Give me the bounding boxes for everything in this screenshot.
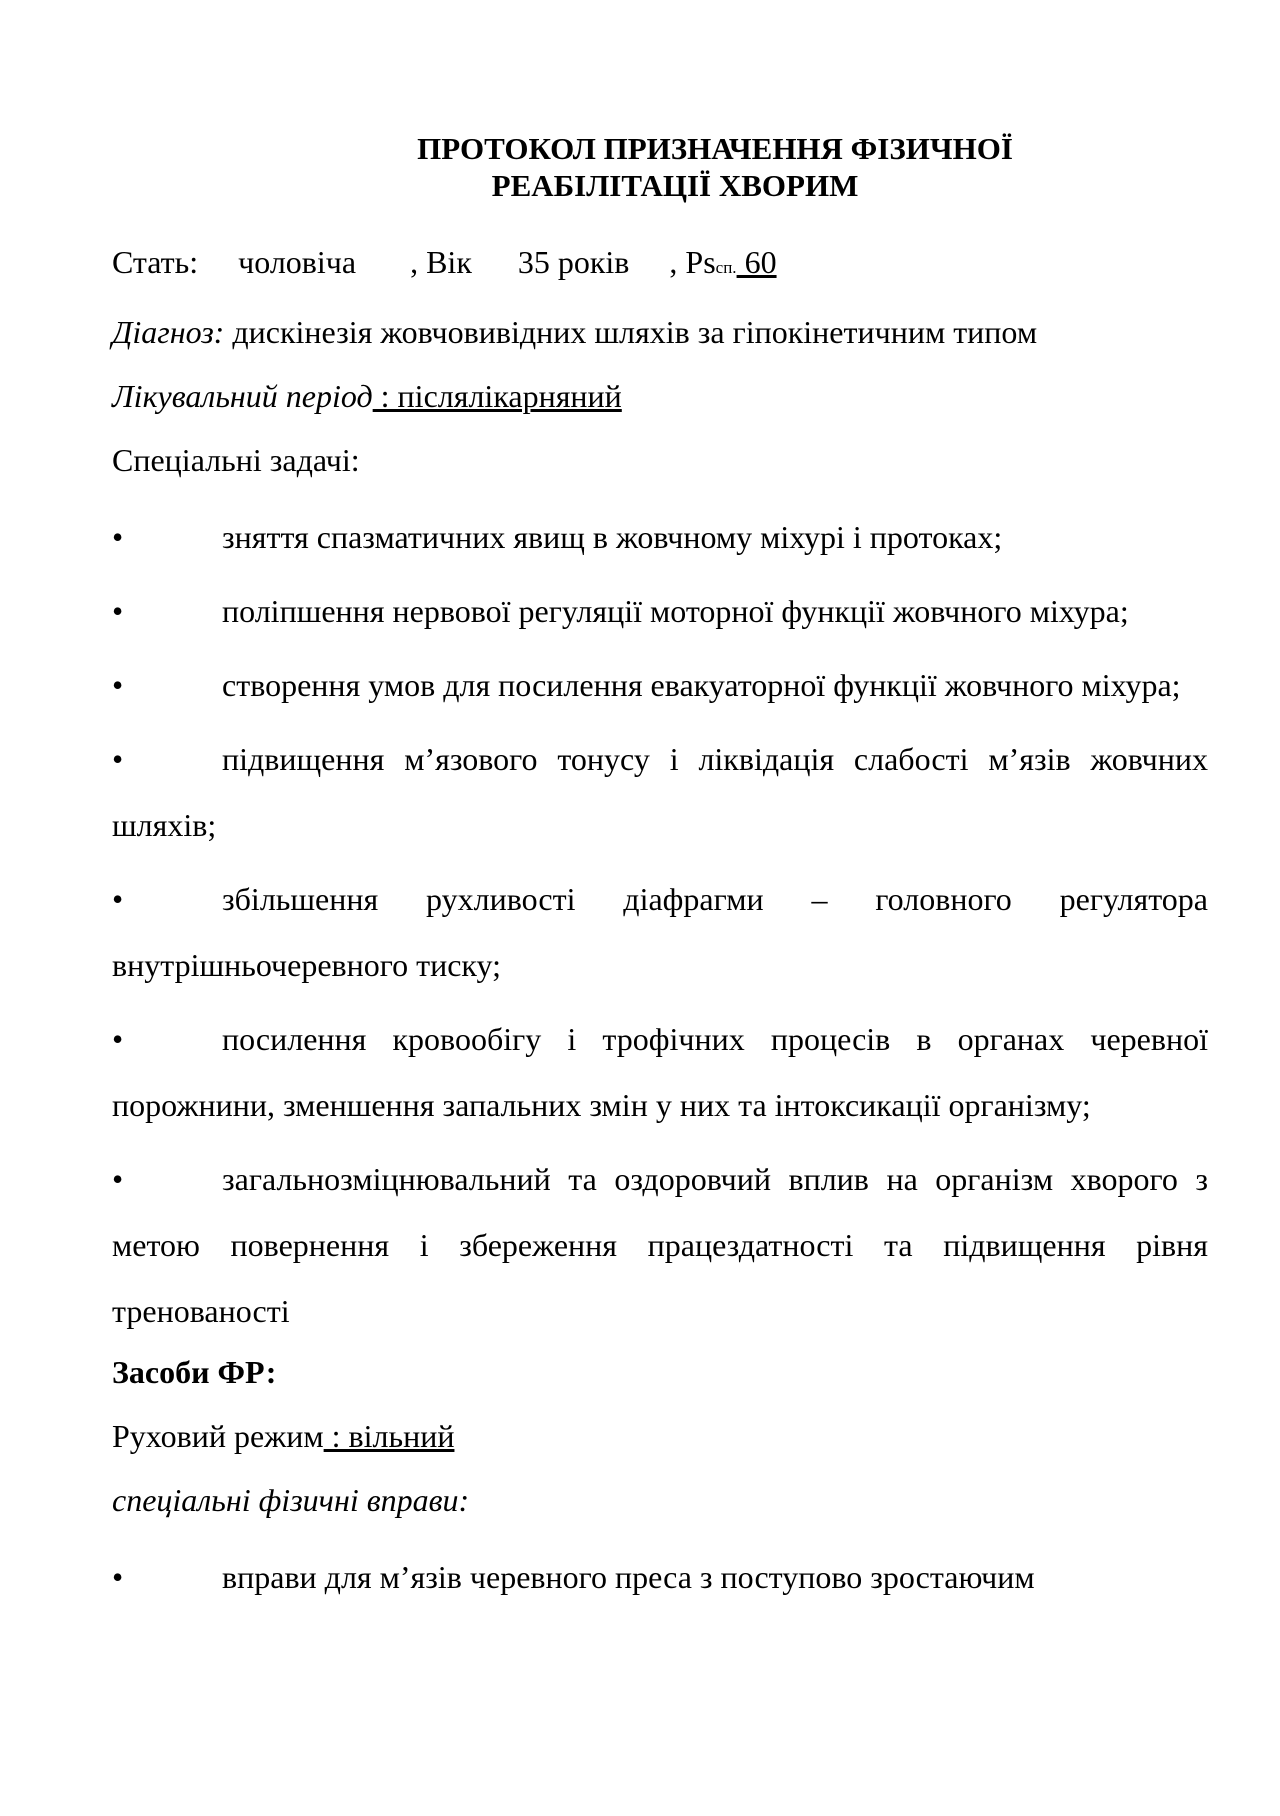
task-item-text: підвищення м’язового тонусу і ліквідація слабості м’язів жовчних шляхів; bbox=[112, 741, 1208, 843]
treatment-period-line bbox=[112, 376, 1208, 416]
title-line-1: ПРОТОКОЛ ПРИЗНАЧЕННЯ ФІЗИЧНОЇ bbox=[417, 131, 1013, 166]
task-item bbox=[112, 1146, 1208, 1344]
bullet-mark: • bbox=[112, 1161, 124, 1197]
diagnosis-value: дискінезія жовчовивідних шляхів за гіпокінетичним типом bbox=[224, 314, 1038, 350]
task-item-text: посилення кровообігу і трофічних процесів в органах черевної порожнини, зменшення запальних змін у них та інтоксикації організму; bbox=[112, 1021, 1208, 1123]
task-item bbox=[112, 652, 1208, 718]
exercise-item bbox=[112, 1544, 1208, 1610]
regime-value: : вільний bbox=[323, 1418, 455, 1454]
task-item bbox=[112, 1006, 1208, 1138]
diagnosis-label: Діагноз: bbox=[112, 314, 225, 350]
patient-info-line bbox=[112, 242, 1208, 288]
special-tasks-heading: Спеціальні задачі: bbox=[112, 442, 360, 478]
task-item-text: зняття спазматичних явищ в жовчному міхурі і протоках; bbox=[222, 519, 1003, 555]
title-line-2: РЕАБІЛІТАЦІЇ ХВОРИМ bbox=[491, 168, 859, 203]
regime-label: Руховий режим bbox=[112, 1418, 324, 1454]
age-label: , Вік bbox=[410, 244, 472, 280]
bullet-mark: • bbox=[112, 741, 124, 777]
task-item bbox=[112, 726, 1208, 858]
task-item-text: створення умов для посилення евакуаторної функції жовчного міхура; bbox=[222, 667, 1181, 703]
task-item-text: загальнозміцнювальний та оздоровчий вплив на організм хворого з метою повернення і збереження працездатності та підвищення рівня тренованості bbox=[112, 1161, 1208, 1329]
period-label: Лікувальний період bbox=[112, 378, 373, 414]
bullet-mark: • bbox=[112, 1021, 124, 1057]
diagnosis-line bbox=[112, 312, 1208, 352]
motor-regime-line bbox=[112, 1416, 1208, 1456]
task-item-text: збільшення рухливості діафрагми – головного регулятора внутрішньочеревного тиску; bbox=[112, 881, 1208, 983]
bullet-mark: • bbox=[112, 881, 124, 917]
bullet-mark: • bbox=[112, 1559, 124, 1595]
task-item bbox=[112, 866, 1208, 998]
means-heading: Засоби ФР: bbox=[112, 1354, 277, 1390]
sex-value: чоловіча bbox=[238, 244, 357, 280]
pulse-subscript: сп. bbox=[715, 258, 737, 277]
task-item bbox=[112, 578, 1208, 644]
age-value: 35 років bbox=[517, 244, 630, 280]
sex-label: Стать: bbox=[112, 244, 199, 280]
bullet-mark: • bbox=[112, 667, 124, 703]
document-title bbox=[112, 130, 1208, 204]
document-page bbox=[112, 130, 1208, 1618]
bullet-mark: • bbox=[112, 593, 124, 629]
special-exercises-heading: спеціальні фізичні вправи: bbox=[112, 1482, 470, 1518]
pulse-value: 60 bbox=[736, 244, 777, 280]
task-item bbox=[112, 504, 1208, 570]
period-value: : післялікарняний bbox=[372, 378, 622, 414]
exercise-item-text: вправи для м’язів черевного преса з поступово зростаючим bbox=[222, 1559, 1035, 1595]
bullet-mark: • bbox=[112, 519, 124, 555]
task-item-text: поліпшення нервової регуляції моторної функції жовчного міхура; bbox=[222, 593, 1129, 629]
pulse-label: , Ps bbox=[669, 244, 716, 280]
